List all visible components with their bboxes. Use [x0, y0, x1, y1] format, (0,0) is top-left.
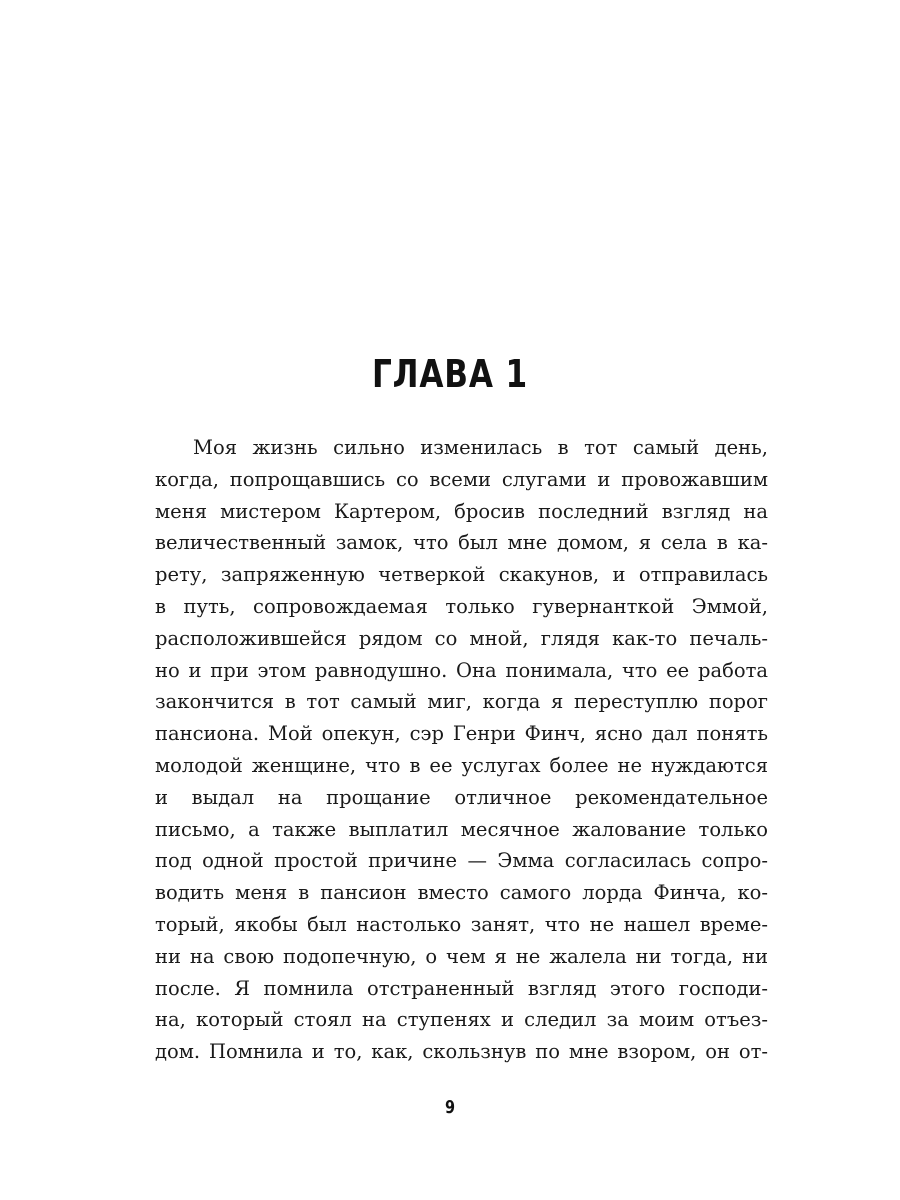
text-line: расположившейся рядом со мной, глядя как-то печаль- — [155, 626, 768, 650]
text-line: молодой женщине, что в ее услугах более не нуждаются — [155, 753, 768, 777]
chapter-title: ГЛАВА 1 — [371, 352, 528, 396]
text-line: в путь, сопровождаемая только гувернанткой Эммой, — [155, 594, 768, 618]
body-text — [155, 432, 768, 1068]
text-line: закончится в тот самый миг, когда я переступлю порог — [155, 690, 768, 714]
text-line: меня мистером Картером, бросив последний взгляд на — [155, 499, 768, 523]
text-line: дом. Помнила и то, как, скользнув по мне взором, он от- — [155, 1040, 768, 1064]
text-line: после. Я помнила отстраненный взгляд этого господи- — [155, 976, 768, 1000]
text-line: под одной простой причине — Эмма согласилась сопро- — [155, 849, 768, 873]
text-line: когда, попрощавшись со всеми слугами и провожавшим — [155, 467, 768, 491]
page-number: 9 — [444, 1097, 456, 1118]
text-line: но и при этом равнодушно. Она понимала, что ее работа — [155, 658, 768, 682]
text-line: пансиона. Мой опекун, сэр Генри Финч, ясно дал понять — [155, 722, 768, 746]
text-line: рету, запряженную четверкой скакунов, и отправилась — [155, 563, 768, 587]
text-line: на, который стоял на ступенях и следил за моим отъез- — [155, 1008, 768, 1032]
text-line: Моя жизнь сильно изменилась в тот самый день, — [193, 436, 768, 459]
text-line: и выдал на прощание отличное рекомендательное — [155, 785, 768, 809]
text-line: водить меня в пансион вместо самого лорда Финча, ко- — [155, 881, 768, 905]
text-line: письмо, а также выплатил месячное жалование только — [155, 817, 768, 841]
text-line: торый, якобы был настолько занят, что не нашел време- — [155, 912, 768, 936]
text-line: величественный замок, что был мне домом, я села в ка- — [155, 531, 768, 555]
text-line: ни на свою подопечную, о чем я не жалела ни тогда, ни — [155, 944, 768, 968]
